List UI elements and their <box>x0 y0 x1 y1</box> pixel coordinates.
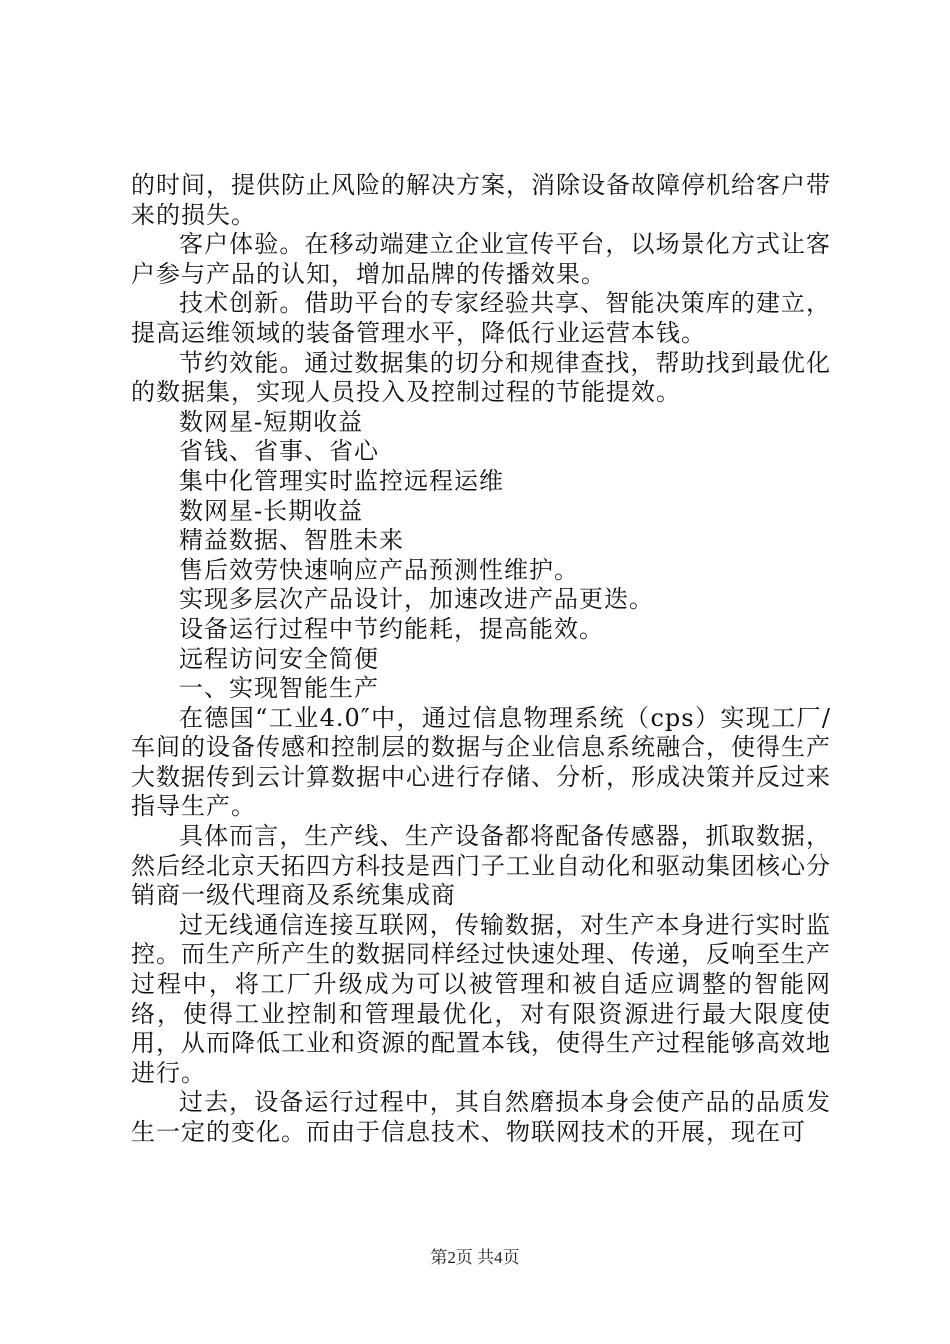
line-energy-saving: 设备运行过程中节约能耗，提高能效。 <box>179 614 604 643</box>
line-after-sales: 售后效劳快速响应产品预测性维护。 <box>179 555 579 584</box>
paragraph-energy-efficiency: 节约效能。通过数据集的切分和规律查找，帮助找到最优化的数据集，实现人员投入及控制过程的节能提效。 <box>131 348 831 407</box>
page-number-footer: 第2页 共4页 <box>430 1248 520 1267</box>
line-centralized-management: 集中化管理实时监控远程运维 <box>179 466 504 495</box>
paragraph-past-equipment: 过去，设备运行过程中，其自然磨损本身会使产品的品质发生一定的变化。而由于信息技术、物联网技术的开展，现在可 <box>131 1088 831 1146</box>
section-heading-smart-production: 一、实现智能生产 <box>179 674 379 703</box>
paragraph-wireless: 过无线通信连接互联网，传输数据，对生产本身进行实时监控。而生产所产生的数据同样经过快速处理、传递，反响至生产过程中，将工厂升级成为可以被管理和被自适应调整的智能网络，使得工业控制和管理最优化，对有限资源进行最大限度使用，从而降低工业和资源的配置本钱，使得生产过程能够高效地进行。 <box>131 910 831 1087</box>
line-short-term-benefit: 数网星-短期收益 <box>179 407 364 436</box>
paragraph-sensors: 具体而言，生产线、生产设备都将配备传感器，抓取数据，然后经北京天拓四方科技是西门子工业自动化和驱动集团核心分销商一级代理商及系统集成商 <box>131 822 831 910</box>
paragraph-customer-experience: 客户体验。在移动端建立企业宣传平台，以场景化方式让客户参与产品的认知，增加品牌的传播效果。 <box>131 230 831 288</box>
line-lean-data: 精益数据、智胜未来 <box>179 526 404 555</box>
line-long-term-benefit: 数网星-长期收益 <box>179 496 364 525</box>
paragraph-tech-innovation: 技术创新。借助平台的专家经验共享、智能决策库的建立，提高运维领域的装备管理水平，降低行业运营本钱。 <box>131 289 831 347</box>
line-product-design: 实现多层次产品设计，加速改进产品更迭。 <box>179 585 654 614</box>
document-body <box>131 171 831 1148</box>
paragraph-industry-4: 在德国“工业4.0″中，通过信息物理系统（cps）实现工厂/车间的设备传感和控制层的数据与企业信息系统融合，使得生产大数据传到云计算数据中心进行存储、分析，形成决策并反过来指导生产。 <box>131 703 831 821</box>
paragraph-continuation: 的时间，提供防止风险的解决方案，消除设备故障停机给客户带来的损失。 <box>131 171 831 229</box>
line-remote-access: 远程访问安全简便 <box>179 644 379 673</box>
line-save-money: 省钱、省事、省心 <box>179 437 379 466</box>
